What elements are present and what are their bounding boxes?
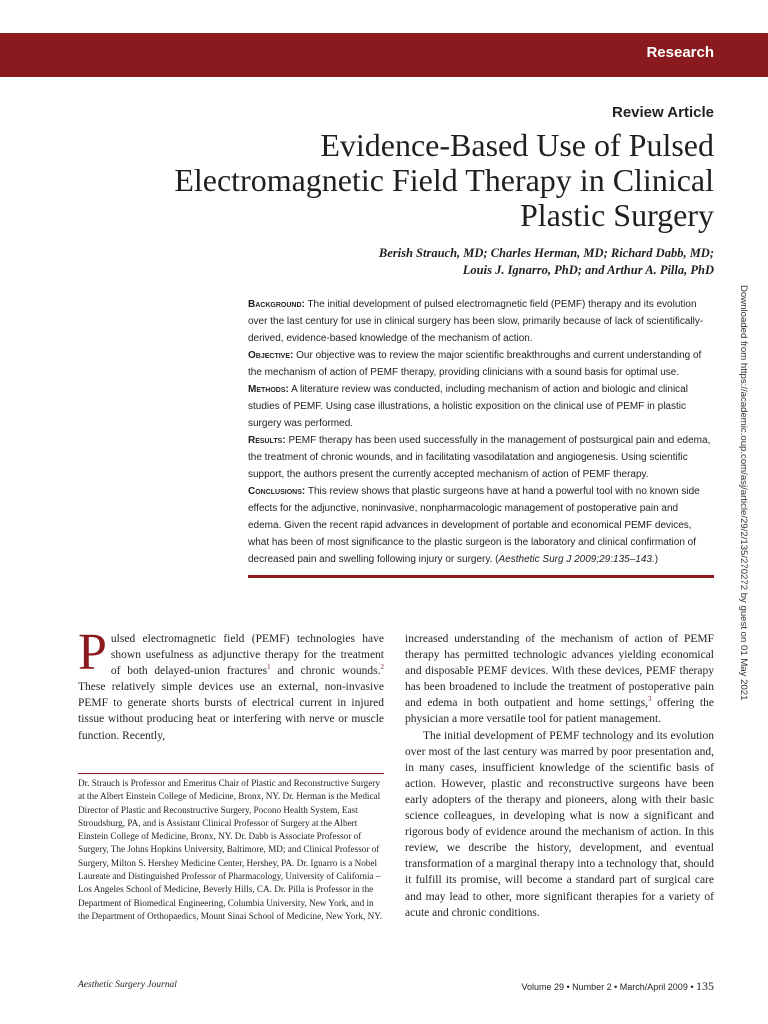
author-list <box>234 245 714 279</box>
authors-line-1: Berish Strauch, MD; Charles Herman, MD; Richard Dabb, MD; <box>378 246 714 260</box>
abstract-conclusions <box>248 483 714 568</box>
authors-line-2: Louis J. Ignarro, PhD; and Arthur A. Pilla, PhD <box>462 263 714 277</box>
body-paragraph <box>405 631 714 728</box>
body-text: ulsed electromagnetic field (PEMF) technologies have shown usefulness as adjunctive therapy for the treatment of both delayed-union fractures <box>110 633 384 678</box>
reference-link[interactable]: 2 <box>380 663 385 672</box>
page-number: 135 <box>696 979 714 993</box>
section-banner <box>0 33 768 77</box>
body-column-right <box>405 631 714 921</box>
issue-info <box>521 979 714 994</box>
reference-link[interactable]: 1 <box>267 663 271 672</box>
abstract-label: Background: <box>248 299 305 310</box>
body-text: increased understanding of the mechanism of action of PEMF therapy has permitted technologic advances yielding economical and disposable PEMF devices. With these devices, PEMF therapy has been broadened to include the treatment of postoperative pain and edema in both outpatient and home settings, <box>405 633 714 710</box>
abstract <box>248 296 714 568</box>
abstract-label: Methods: <box>248 384 289 395</box>
abstract-label: Conclusions: <box>248 486 306 497</box>
abstract-text: Our objective was to review the major scientific breakthroughs and current understanding of the mechanism of action of PEMF therapy, providing clinicians with a sound basis for optimal use. <box>248 350 702 378</box>
download-watermark: Downloaded from https://academic.oup.com/asj/article/29/2/135/270272 by guest on 01 May 2021 <box>738 285 749 701</box>
article-type: Review Article <box>612 104 714 121</box>
issue-details: Volume 29 • Number 2 • March/April 2009 • <box>521 982 694 992</box>
drop-cap: P <box>78 624 107 681</box>
body-paragraph: The initial development of PEMF technology and its evolution over most of the last century was marred by poor presentation and, in many cases, insufficient knowledge of the scientific basis of action. However, plastic and reconstructive surgeons have been early adopters of the therapy and pioneers, along with their basic science colleagues, in developing what is now a significant and rigorous body of evidence around the mechanism of action. In this review, we describe the history, development, and eventual transformation of a marginal therapy into a technology that, should it fulfill its promise, will become a standard part of surgical care and may lead to other, more significant therapies for a variety of acute and chronic conditions. <box>405 729 714 919</box>
abstract-text: A literature review was conducted, including mechanism of action and biologic and clinical studies of PEMF. Using case illustrations, a holistic exposition on the clinical use of PEMF in plastic surgery was performed. <box>248 384 688 429</box>
article-title: Evidence-Based Use of Pulsed Electromagnetic Field Therapy in Clinical Plastic Surgery <box>174 127 714 233</box>
footnote-divider <box>78 773 384 774</box>
section-label: Research <box>646 44 714 61</box>
abstract-label: Objective: <box>248 350 294 361</box>
body-text: These relatively simple devices use an external, non-invasive PEMF to generate shorts bursts of electrical current in injured tissue without producing heat or interfering with nerve or muscle function. Recently, <box>78 681 384 742</box>
abstract-text: PEMF therapy has been used successfully in the management of postsurgical pain and edema, the treatment of chronic wounds, and in facilitating vasodilatation and angiogenesis. Using scientific support, the authors present the currently accepted mechanism of action of PEMF therapy. <box>248 435 711 480</box>
abstract-citation-close: ) <box>654 554 659 565</box>
abstract-divider <box>248 575 714 578</box>
abstract-citation: Aesthetic Surg J 2009;29:135–143. <box>498 554 655 565</box>
author-affiliations: Dr. Strauch is Professor and Emeritus Chair of Plastic and Reconstructive Surgery at the Albert Einstein College of Medicine, Bronx, NY. Dr. Herman is the Medical Director of Plastic and Reconstructive Surgery, Pocono Health System, East Stroudsburg, PA, and is Assistant Clinical Professor of Surgery at the Albert Einstein College of Medicine, Bronx, NY. Dr. Dabb is Associate Professor of Surgery, The Johns Hopkins University, Baltimore, MD; and Clinical Professor of Surgery, Milton S. Hershey Medicine Center, Hershey, PA. Dr. Ignarro is a Nobel Laureate and Distinguished Professor of Pharmacology, University of California –Los Angeles School of Medicine, Beverly Hills, CA. Dr. Pilla is Professor in the Department of Biomedical Engineering, Columbia University, New York, and in the Department of Orthopaedics, Mount Sinai School of Medicine, New York, NY. <box>78 778 382 921</box>
abstract-text: This review shows that plastic surgeons have at hand a powerful tool with no known side effects for the adjunctive, noninvasive, nonpharmacologic management of postoperative pain and edema. Given the recent rapid advances in development of portable and economical PEMF devices, what has been of most significance to the plastic surgeon is the laboratory and clinical confirmation of decreased pain and swelling following injury or surgery. ( <box>248 486 700 565</box>
reference-link[interactable]: 3 <box>647 695 652 704</box>
abstract-methods <box>248 381 714 432</box>
body-text: and chronic wounds. <box>270 665 381 678</box>
abstract-background <box>248 296 714 347</box>
body-column-left <box>78 624 385 744</box>
abstract-objective <box>248 347 714 381</box>
body-text: offering the physician a more versatile tool for patient management. <box>405 697 714 726</box>
journal-name: Aesthetic Surgery Journal <box>78 980 177 990</box>
abstract-text: The initial development of pulsed electromagnetic field (PEMF) therapy and its evolution over the last century for use in clinical surgery has been slow, primarily because of lack of scientifically-derived, evidence-based knowledge of the mechanism of action. <box>248 299 704 344</box>
abstract-results <box>248 432 714 483</box>
body-paragraph <box>78 624 385 744</box>
abstract-label: Results: <box>248 435 286 446</box>
